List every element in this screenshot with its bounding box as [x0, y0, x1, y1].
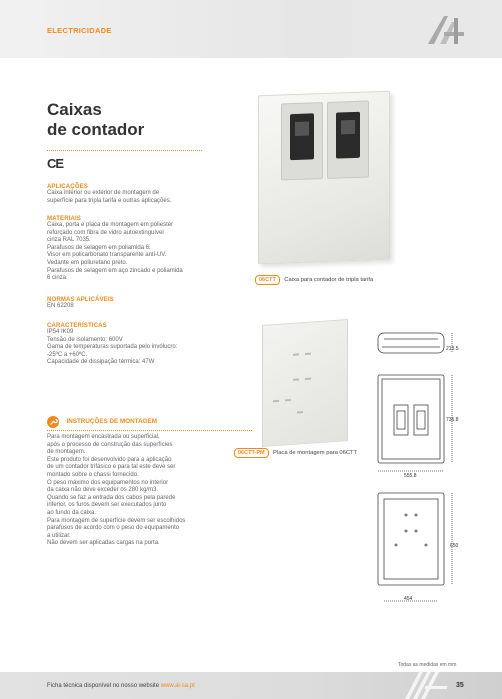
instruction-line: inferior, os furos devem ser executados junto — [47, 502, 167, 509]
product-description: Caixa para contador de tripla tarifa — [284, 277, 374, 283]
instruction-line: Este produto foi desenvolvido para a aplicação — [47, 456, 172, 463]
instruction-line: de um contador trifásico e para tal este deve ser — [47, 464, 176, 471]
door-right — [327, 100, 369, 178]
section-label: NORMAS APLICÁVEIS — [47, 296, 114, 303]
dim-height: 735.8 — [446, 417, 459, 423]
instruction-line: Não devem ser aplicadas cargas na porta. — [47, 540, 160, 547]
ce-mark: CE — [47, 156, 64, 171]
instruction-line: ao fundo da caixa. — [47, 509, 97, 516]
dim-plate-height: 650 — [450, 543, 459, 549]
wrench-icon — [47, 416, 59, 428]
section-line: Parafusos de selagem em poliamida 6. — [47, 244, 151, 251]
instructions-divider — [47, 430, 252, 431]
door-left — [281, 102, 323, 180]
instruction-line: Quando se faz a entrada dos cabos pela parede — [47, 494, 176, 501]
product-row-06ctt — [255, 268, 373, 286]
footer-website-label: Ficha técnica disponível no nosso website — [47, 683, 161, 689]
page-title: Caixas de contador — [47, 100, 145, 139]
section-line: EN 62208 — [47, 303, 74, 309]
section-line: Capacidade de dissipação térmica: 47W — [47, 359, 155, 366]
section-line: Tensão de isolamento: 600V — [47, 336, 123, 343]
instruction-line: da caixa não deve exceder os 280 kg/m3. — [47, 487, 159, 494]
instructions-title: INSTRUÇÕES DE MONTAGEM — [66, 418, 157, 426]
technical-drawings — [370, 325, 470, 610]
section-line: IP54 IK09 — [47, 329, 74, 335]
instruction-line: de montagem. — [47, 449, 86, 456]
dim-width: 555.8 — [404, 473, 417, 479]
drawing-top-view — [378, 333, 459, 353]
section-label: CARACTERÍSTICAS — [47, 322, 107, 329]
section-line: superfície para tripla tarifa e outras aplicações. — [47, 197, 172, 204]
section-line: Caixa interior ou exterior de montagem de — [47, 190, 160, 196]
instructions-header — [47, 413, 252, 426]
product-description: Placa de montagem para 06CTT — [273, 450, 358, 456]
product-code-tag: 06CTT — [255, 275, 280, 285]
section-line: Vedante em poliuretano preto. — [47, 259, 128, 266]
section-normas — [47, 296, 252, 311]
section-materiais — [47, 215, 252, 283]
product-row-06ctt-pm — [234, 441, 357, 459]
page-number: 35 — [456, 682, 464, 689]
instruction-line: parafusos de acordo com o peso do equipamento — [47, 525, 180, 532]
brand-logo — [426, 10, 466, 46]
dim-plate-width: 454 — [404, 596, 413, 602]
section-line: -25ºC a +60ºC. — [47, 351, 88, 358]
instruction-line: Para montagem encastrada ou superficial, — [47, 434, 160, 440]
section-line: Parafusos de selagem em aço zincado e poliamida — [47, 267, 183, 274]
footer-decoration — [405, 672, 447, 699]
footer-text — [47, 683, 195, 689]
instruction-line: Para montagem de superfície devem ser escolhidos — [47, 517, 186, 524]
section-label: APLICAÇÕES — [47, 183, 88, 190]
drawing-plate-view — [378, 493, 459, 602]
dim-depth: 213.5 — [446, 346, 459, 352]
section-line: 6 cinza. — [47, 275, 68, 282]
website-link[interactable]: www.al-sa.pt — [160, 683, 195, 689]
product-photo-meter-box — [258, 91, 390, 265]
section-line: cinza RAL 7035. — [47, 237, 91, 244]
measures-note: Todas as medidas em mm — [398, 662, 457, 668]
section-line: Caixa, porta e placa de montagem em poliester — [47, 222, 174, 228]
visor-left — [290, 113, 314, 160]
product-photo-mounting-plate — [262, 319, 348, 447]
section-caracteristicas — [47, 322, 252, 367]
instruction-line: após o processo de construção das superfícies — [47, 441, 173, 448]
section-line: Gama de temperaturas suportada pelo invólucro: — [47, 344, 178, 351]
section-tag: ELECTRICIDADE — [47, 26, 112, 35]
visor-right — [336, 112, 360, 159]
product-code-tag: 06CTT-PM — [234, 448, 269, 458]
title-divider — [47, 150, 202, 151]
instruction-line: a utilizar. — [47, 532, 71, 539]
section-line: Visor em policarbonato transparente anti-UV. — [47, 252, 167, 259]
instructions-body — [47, 434, 247, 548]
instruction-line: montado sobre o chassi fornecido. — [47, 471, 139, 478]
instruction-line: O peso máximo dos equipamentos no interior — [47, 479, 169, 486]
drawing-front-view — [378, 375, 459, 479]
section-label: MATERIAIS — [47, 215, 81, 222]
section-aplicacoes — [47, 183, 252, 205]
section-line: reforçado com fibra de vidro autoextinguível — [47, 229, 164, 236]
